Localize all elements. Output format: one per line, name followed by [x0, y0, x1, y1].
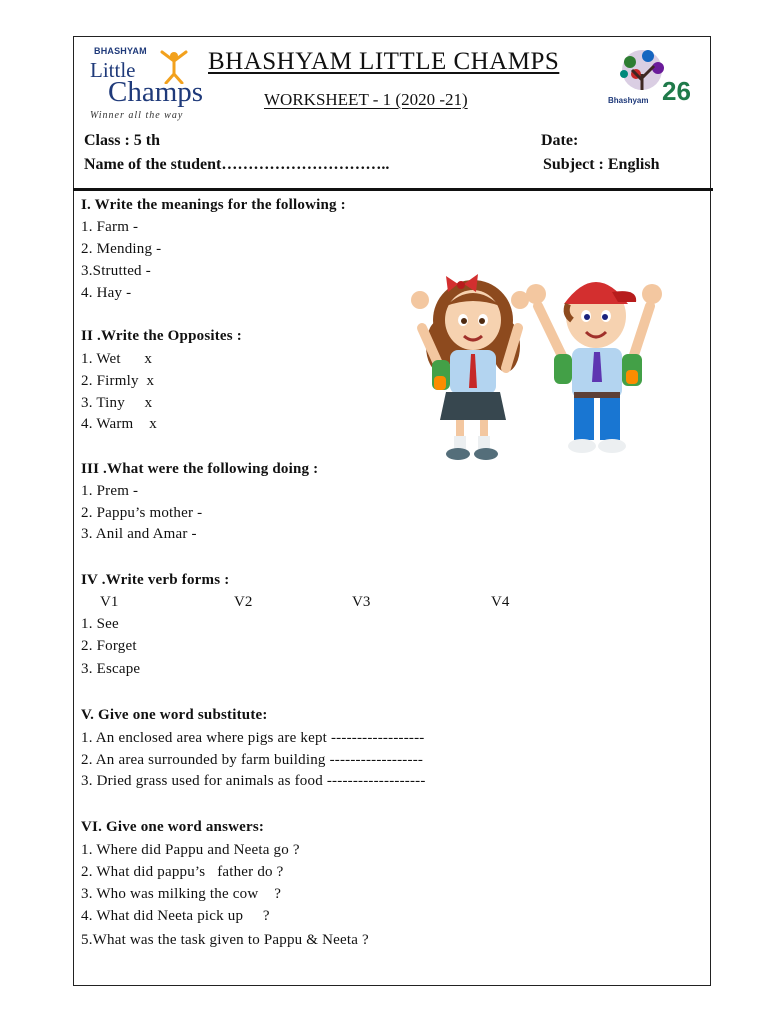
- student-name-label: Name of the student…………………………..: [84, 156, 390, 173]
- list-item: 4. Warm x: [81, 416, 157, 432]
- list-item: 2. Mending -: [81, 241, 162, 257]
- list-item: 3. Tiny x: [81, 395, 153, 411]
- section-6-heading: VI. Give one word answers:: [81, 819, 265, 835]
- logo-top-text: BHASHYAM: [94, 46, 147, 56]
- list-item: 3.Strutted -: [81, 263, 151, 279]
- logo-little-text: Little: [90, 58, 136, 82]
- list-item: 2. Forget: [81, 638, 137, 654]
- section-1-heading: I. Write the meanings for the following :: [81, 197, 346, 213]
- section-5-heading: V. Give one word substitute:: [81, 707, 268, 723]
- svg-text:26: 26: [662, 76, 691, 106]
- header-separator: [73, 188, 713, 191]
- list-item: 1. Where did Pappu and Neeta go ?: [81, 842, 300, 858]
- list-item: 3. Escape: [81, 661, 141, 677]
- verb-column-v3: V3: [352, 594, 371, 610]
- school-logo: [88, 46, 218, 122]
- section-2-heading: II .Write the Opposites :: [81, 328, 242, 344]
- list-item: 3. Anil and Amar -: [81, 526, 197, 542]
- subject-label: Subject : English: [543, 156, 660, 173]
- list-item: 4. What did Neeta pick up ?: [81, 908, 270, 924]
- list-item: 1. Farm -: [81, 219, 139, 235]
- list-item: 5.What was the task given to Pappu & Neeta ?: [81, 932, 369, 948]
- class-label: Class : 5 th: [84, 132, 161, 149]
- list-item: 1. Wet x: [81, 351, 153, 367]
- logo-tagline: Winner all the way: [90, 110, 184, 121]
- list-item: 4. Hay -: [81, 285, 132, 301]
- list-item: 2. An area surrounded by farm building ------------------: [81, 752, 424, 768]
- verb-column-v2: V2: [234, 594, 253, 610]
- tree-logo-icon: [602, 46, 698, 118]
- logo-champs-text: Champs: [108, 76, 204, 108]
- section-3-heading: III .What were the following doing :: [81, 461, 319, 477]
- right-logo-text: Bhashyam: [608, 96, 649, 105]
- list-item: 1. An enclosed area where pigs are kept ------------------: [81, 730, 425, 746]
- date-label: Date:: [541, 132, 579, 149]
- list-item: 2. Firmly x: [81, 373, 155, 389]
- anniversary-logo: [602, 46, 698, 118]
- page-title: BHASHYAM LITTLE CHAMPS: [208, 48, 560, 75]
- list-item: 2. Pappu’s mother -: [81, 505, 203, 521]
- verb-column-v1: V1: [100, 594, 119, 610]
- girl-figure-icon: [411, 274, 529, 460]
- list-item: 3. Who was milking the cow ?: [81, 886, 282, 902]
- list-item: 1. Prem -: [81, 483, 139, 499]
- list-item: 1. See: [81, 616, 119, 632]
- kids-illustration: [388, 258, 678, 480]
- verb-column-v4: V4: [491, 594, 510, 610]
- boy-figure-icon: [526, 282, 662, 453]
- list-item: 3. Dried grass used for animals as food -------------------: [81, 773, 426, 789]
- worksheet-subtitle: WORKSHEET - 1 (2020 -21): [264, 90, 468, 109]
- section-4-heading: IV .Write verb forms :: [81, 572, 230, 588]
- list-item: 2. What did pappu’s father do ?: [81, 864, 284, 880]
